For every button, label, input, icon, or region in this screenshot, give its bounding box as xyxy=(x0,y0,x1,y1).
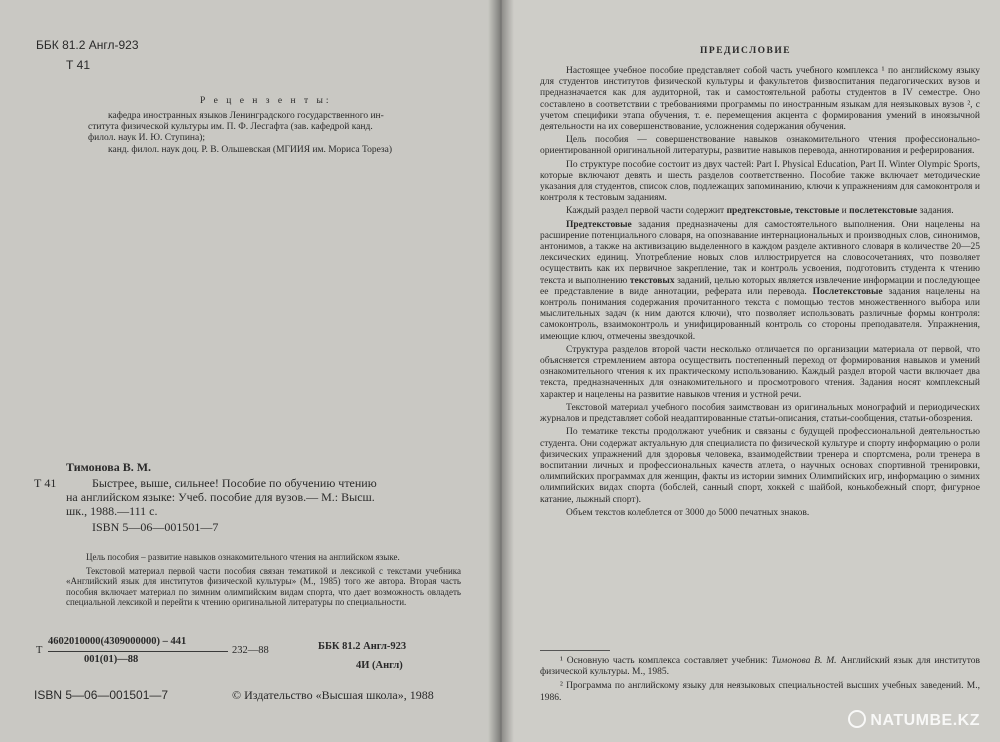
bold-run: текстовых xyxy=(629,275,675,286)
preface-paragraph: По структуре пособие состоит из двух частей: Part I. Physical Education, Part II. Winter Olympic Sports, которые включают девять и шесть разделов соответственно. Пособие также включает методические указания для студентов, список слов, подлежащих запоминанию, ключи к упражнениям для самоконтроля и контроля к тестовым заданиям. xyxy=(540,159,980,204)
preface-paragraph: Объем текстов колеблется от 3000 до 5000 печатных знаков. xyxy=(566,507,810,518)
bbk-bottom: ББК 81.2 Англ-923 xyxy=(318,641,407,652)
bbk-top: ББК 81.2 Англ-923 xyxy=(36,38,139,52)
reviewer-line: канд. филол. наук доц. Р. В. Ольшевская (МГИИЯ им. Мориса Тореза) xyxy=(108,144,393,155)
catalog-code: Т 41 xyxy=(34,476,57,490)
text-run: задания. xyxy=(917,206,954,217)
catalog-line: шк., 1988.—111 с. xyxy=(66,504,158,518)
formula-prefix: Т xyxy=(36,645,43,656)
footnote xyxy=(540,656,980,678)
preface-paragraph: Текстовой материал учебного пособия заимствован из оригинальных монографий и периодических журналов и представляет собой неадаптированные статьи-описания, статьи-сообщения, статьи-обозрения. xyxy=(540,402,980,425)
catalog-isbn: ISBN 5—06—001501—7 xyxy=(92,520,219,534)
reviewer-line: ститута физической культуры им. П. Ф. Лесгафта (зав. кафедрой канд. xyxy=(88,122,373,133)
text-run: заданий, целью которых является извлечение информации и последующее ее представление в виде аннотации, реферата или перевода. xyxy=(540,275,980,297)
isbn-bottom: ISBN 5—06—001501—7 xyxy=(34,688,169,702)
catalog-description xyxy=(66,476,456,518)
text-run: и xyxy=(839,206,850,217)
reviewers-block xyxy=(88,111,463,156)
formula-suffix: 232—88 xyxy=(232,645,269,656)
preface-paragraph: По тематике тексты продолжают учебник и связаны с будущей профессиональной деятельностью студента. Они содержат актуальную для специалиста по физической культуре и спорту информацию о роли физических упражнений для здоровья человека, взаимодействии тренера и спортсмена, роли тренера в воспитании личных и профессиональных качеств атлета, о научных основах спортивной тренировки, олимпийских программах для женщин, факты из истории зимних Олимпийских игр, информацию о зимних олимпийских видах спорта (бобслей, санный спорт, хоккей с шайбой, конькобежный спорт, фигурное катание, лыжный спорт). xyxy=(540,427,980,505)
annotation-paragraph: Цель пособия – развитие навыков ознакомительного чтения на английском языке. xyxy=(86,552,400,562)
preface-body xyxy=(540,66,980,521)
preface-paragraph: Цель пособия — совершенствование навыков ознакомительного чтения профессионально-ориентированной оригинальной литературы, развитие навыков перевода, аннотирования и реферирования. xyxy=(540,135,980,157)
formula-rule xyxy=(48,651,228,652)
formula-denominator: 001(01)—88 xyxy=(84,654,139,665)
catalog-line: Быстрее, выше, сильнее! Пособие по обучению чтению xyxy=(92,476,377,490)
text-run: ¹ Основную часть комплекса составляет учебник: xyxy=(560,656,772,666)
footnote-rule xyxy=(540,650,610,651)
formula-numerator: 4602010000(4309000000) – 441 xyxy=(48,636,187,647)
preface-paragraph xyxy=(540,206,980,217)
right-page xyxy=(500,0,1000,742)
text-run: задания предназначены для самостоятельного выполнения. Они нацелены на расширение потенциального словаря, на опознавание интернациональных и производных слов, синонимов, антонимов, а также на активизацию выделенного в каждом разделе активного словаря в количестве 20—25 лексических единиц. Употребление новых слов иллюстрируется на словосочетаниях, что позволяет осуществить как их первичное закрепление, так и контроль усвоения, подготовить студента к чтению текста и выполнению xyxy=(540,219,980,286)
watermark-text: NATUMBE.KZ xyxy=(870,712,980,729)
bold-run: послетекстовые xyxy=(849,206,918,217)
footnote: ² Программа по английскому языку для неязыковых специальностей высших учебных заведений. М., 1986. xyxy=(540,681,980,703)
code-bottom: 4И (Англ) xyxy=(356,660,403,671)
bold-run: предтекстовые, текстовые xyxy=(726,206,840,217)
preface-paragraph: Настоящее учебное пособие представляет собой часть учебного комплекса ¹ по английскому языку для студентов институтов физической культуры и факультетов физвоспитания педагогических вузов и предназначается как для аудиторной, так и самостоятельной работы студентов в IV семестре. Оно составлено в соответствии с требованиями программы по иностранным языкам для неязыковых вузов ², с учетом специфики этапа обучения, т. е. перемещения акцента с формирования умений в иноязычной деятельности на их совершенствование, усложнения содержания обучения. xyxy=(540,66,980,133)
bold-run: Послетекстовые xyxy=(812,286,883,297)
reviewers-heading: Р е ц е н з е н т ы: xyxy=(200,96,332,106)
footnotes xyxy=(540,656,980,707)
annotation xyxy=(66,552,461,611)
watermark-logo-icon xyxy=(848,710,866,728)
catalog-author: Тимонова В. М. xyxy=(66,460,152,474)
reviewer-line: кафедра иностранных языков Ленинградского государственного ин- xyxy=(108,111,384,121)
reviewer-line: филол. наук И. Ю. Ступина); xyxy=(88,133,206,144)
bold-run: Предтекстовые xyxy=(566,219,632,230)
text-run: задания нацелены на контроль понимания содержания прочитанного текста с помощью тестов множественного выбора или мыслительных задач (к ним даются ключи), что позволяет использовать различные формы контроля: самоконтроль, взаимоконтроль и унифицированный контроль со стороны преподавателя. Упражнения, имеющие ключ, отмечены звездочкой. xyxy=(540,286,980,342)
copyright: © Издательство «Высшая школа», 1988 xyxy=(232,688,434,702)
code-top: Т 41 xyxy=(66,58,91,72)
watermark xyxy=(848,710,980,730)
italic-run: Тимонова В. М. xyxy=(771,656,837,666)
annotation-paragraph: Текстовой материал первой части пособия связан тематикой и лексикой с текстами учебника «Английский язык для институтов физической культуры» (М., 1985) того же автора. Вторая часть пособия включает материал по зимним олимпийским видам спорта, что дает возможность овладеть специальной лексикой и перейти к чтению оригинальной литературы по специальности. xyxy=(66,565,461,607)
text-run: Каждый раздел первой части содержит xyxy=(566,206,727,217)
text-run: Английский язык для институтов физической культуры. М., 1985. xyxy=(540,656,980,678)
catalog-line: на английском языке: Учеб. пособие для вузов.— М.: Высш. xyxy=(66,490,375,504)
preface-paragraph xyxy=(540,220,980,343)
preface-paragraph: Структура разделов второй части несколько отличается по организации материала от первой, что объясняется стремлением автора осуществить постепенный переход от формирования навыков и умений ознакомительного чтения к их практическому использованию. Каждый раздел второй части включает два текста, предназначенных для ознакомительного и просмотрового чтения. Задания носят комплексный характер и нацелены на развитие навыков чтения и устной речи. xyxy=(540,344,980,400)
preface-heading: ПРЕДИСЛОВИЕ xyxy=(700,46,792,56)
